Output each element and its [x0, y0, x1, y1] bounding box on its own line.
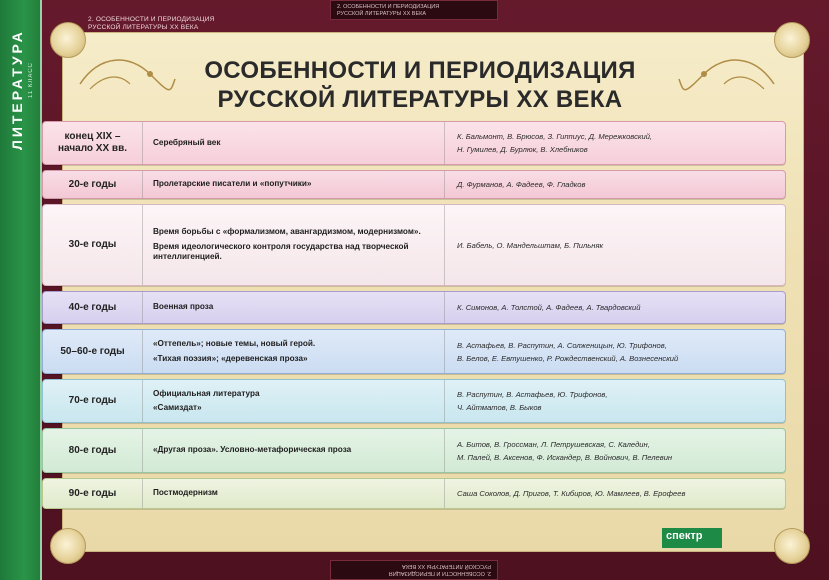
authors-text: К. Бальмонт, В. Брюсов, З. Гиппиус, Д. Мережковский, [457, 132, 653, 141]
page-title [150, 56, 690, 114]
table-row [42, 204, 786, 286]
literature-text: Серебряный век [153, 137, 221, 147]
authors-text: Д. Фурманов, А. Фадеев, Ф. Гладков [457, 180, 586, 189]
period-label: 20-е годы [68, 178, 117, 190]
authors-cell [445, 122, 785, 164]
authors-text: Саша Соколов, Д. Пригов, Т. Кибиров, Ю. Мамлеев, В. Ерофеев [457, 489, 686, 498]
period-cell [43, 330, 143, 373]
period-cell [43, 429, 143, 472]
literature-text: Время идеологического контроля государства над творческой интеллигенцией. [153, 241, 409, 262]
literature-text: Военная проза [153, 302, 214, 312]
table-row [42, 170, 786, 199]
authors-cell [445, 429, 785, 472]
literature-cell [143, 429, 445, 472]
literature-text: Время борьбы с «формализмом, авангардизмом, модернизмом». [153, 227, 421, 237]
authors-text: Ч. Айтматов, В. Быков [457, 403, 542, 412]
literature-cell [143, 292, 445, 323]
period-cell [43, 171, 143, 198]
authors-cell [445, 330, 785, 373]
literature-cell [143, 479, 445, 508]
literature-cell [143, 171, 445, 198]
authors-cell [445, 205, 785, 285]
literature-cell [143, 205, 445, 285]
table-row [42, 121, 786, 165]
period-label: конец XIX – начало XX вв. [57, 131, 128, 154]
top-tab [330, 0, 498, 20]
period-cell [43, 292, 143, 323]
literature-cell [143, 380, 445, 422]
literature-text: Официальная литература [153, 388, 260, 398]
scroll-roll-bottom-left [50, 528, 86, 564]
authors-cell [445, 171, 785, 198]
table-row [42, 329, 786, 374]
literature-text: «Тихая поэзия»; «деревенская проза» [153, 353, 308, 363]
literature-text: «Другая проза». Условно-метафорическая проза [153, 445, 352, 455]
top-caption [88, 16, 308, 32]
authors-text: М. Палей, В. Аксенов, Ф. Искандер, В. Войнович, В. Пелевин [457, 452, 673, 462]
publisher-logo: спектр [662, 528, 722, 548]
bottom-tab-line1: 2. ОСОБЕННОСТИ И ПЕРИОДИЗАЦИЯ [388, 570, 491, 576]
period-label: 90-е годы [68, 487, 117, 499]
bottom-tab-line2: РУССКОЙ ЛИТЕРАТУРЫ XX ВЕКА [401, 563, 491, 569]
scroll-roll-bottom-right [774, 528, 810, 564]
table-row [42, 478, 786, 509]
authors-text: И. Бабель, О. Мандельштам, Б. Пильняк [457, 240, 604, 250]
flourish-right-icon [674, 44, 784, 104]
side-title: ЛИТЕРАТУРА [9, 29, 25, 151]
period-label: 30-е годы [68, 239, 117, 250]
literature-text: «Оттепель»; новые темы, новый герой. [153, 339, 316, 348]
top-caption-line1: 2. ОСОБЕННОСТИ И ПЕРИОДИЗАЦИЯ [88, 16, 215, 23]
authors-cell [445, 479, 785, 508]
authors-text: В. Распутин, В. Астафьев, Ю. Трифонов, [457, 390, 608, 399]
title-line2: РУССКОЙ ЛИТЕРАТУРЫ XX ВЕКА [217, 86, 623, 113]
top-tab-line1: 2. ОСОБЕННОСТИ И ПЕРИОДИЗАЦИЯ [337, 4, 440, 10]
period-cell [43, 479, 143, 508]
authors-text: А. Битов, В. Гроссман, Л. Петрушевская, С. Каледин, [457, 439, 650, 449]
table-row [42, 379, 786, 423]
authors-text: В. Белов, Е. Евтушенко, Р. Рождественский, А. Вознесенский [457, 353, 679, 363]
authors-cell [445, 292, 785, 323]
table-row [42, 428, 786, 473]
period-label: 80-е годы [68, 444, 117, 456]
period-cell [43, 122, 143, 164]
literature-text: Постмодернизм [153, 488, 218, 498]
literature-text: Пролетарские писатели и «попутчики» [153, 179, 312, 189]
period-label: 40-е годы [68, 301, 117, 313]
authors-text: К. Симонов, А. Толстой, А. Фадеев, А. Твардовский [457, 303, 641, 312]
period-cell [43, 380, 143, 422]
literature-text: «Самиздат» [153, 403, 202, 412]
side-subtitle: 11 КЛАСС [28, 62, 34, 98]
literature-cell [143, 330, 445, 373]
authors-text: В. Астафьев, В. Распутин, А. Солженицын, Ю. Трифонов, [457, 340, 667, 350]
authors-text: Н. Гумилев, Д. Бурлюк, В. Хлебников [457, 145, 588, 154]
top-tab-line2: РУССКОЙ ЛИТЕРАТУРЫ XX ВЕКА [337, 11, 427, 17]
title-line1: ОСОБЕННОСТИ И ПЕРИОДИЗАЦИЯ [204, 57, 636, 84]
literature-cell [143, 122, 445, 164]
top-caption-line2: РУССКОЙ ЛИТЕРАТУРЫ XX ВЕКА [88, 24, 199, 31]
bottom-tab [330, 560, 498, 580]
period-cell [43, 205, 143, 285]
period-label: 50–60-е годы [60, 345, 125, 357]
side-band [0, 0, 42, 580]
authors-cell [445, 380, 785, 422]
period-label: 70-е годы [68, 395, 117, 406]
periodization-table [42, 121, 786, 514]
table-row [42, 291, 786, 324]
